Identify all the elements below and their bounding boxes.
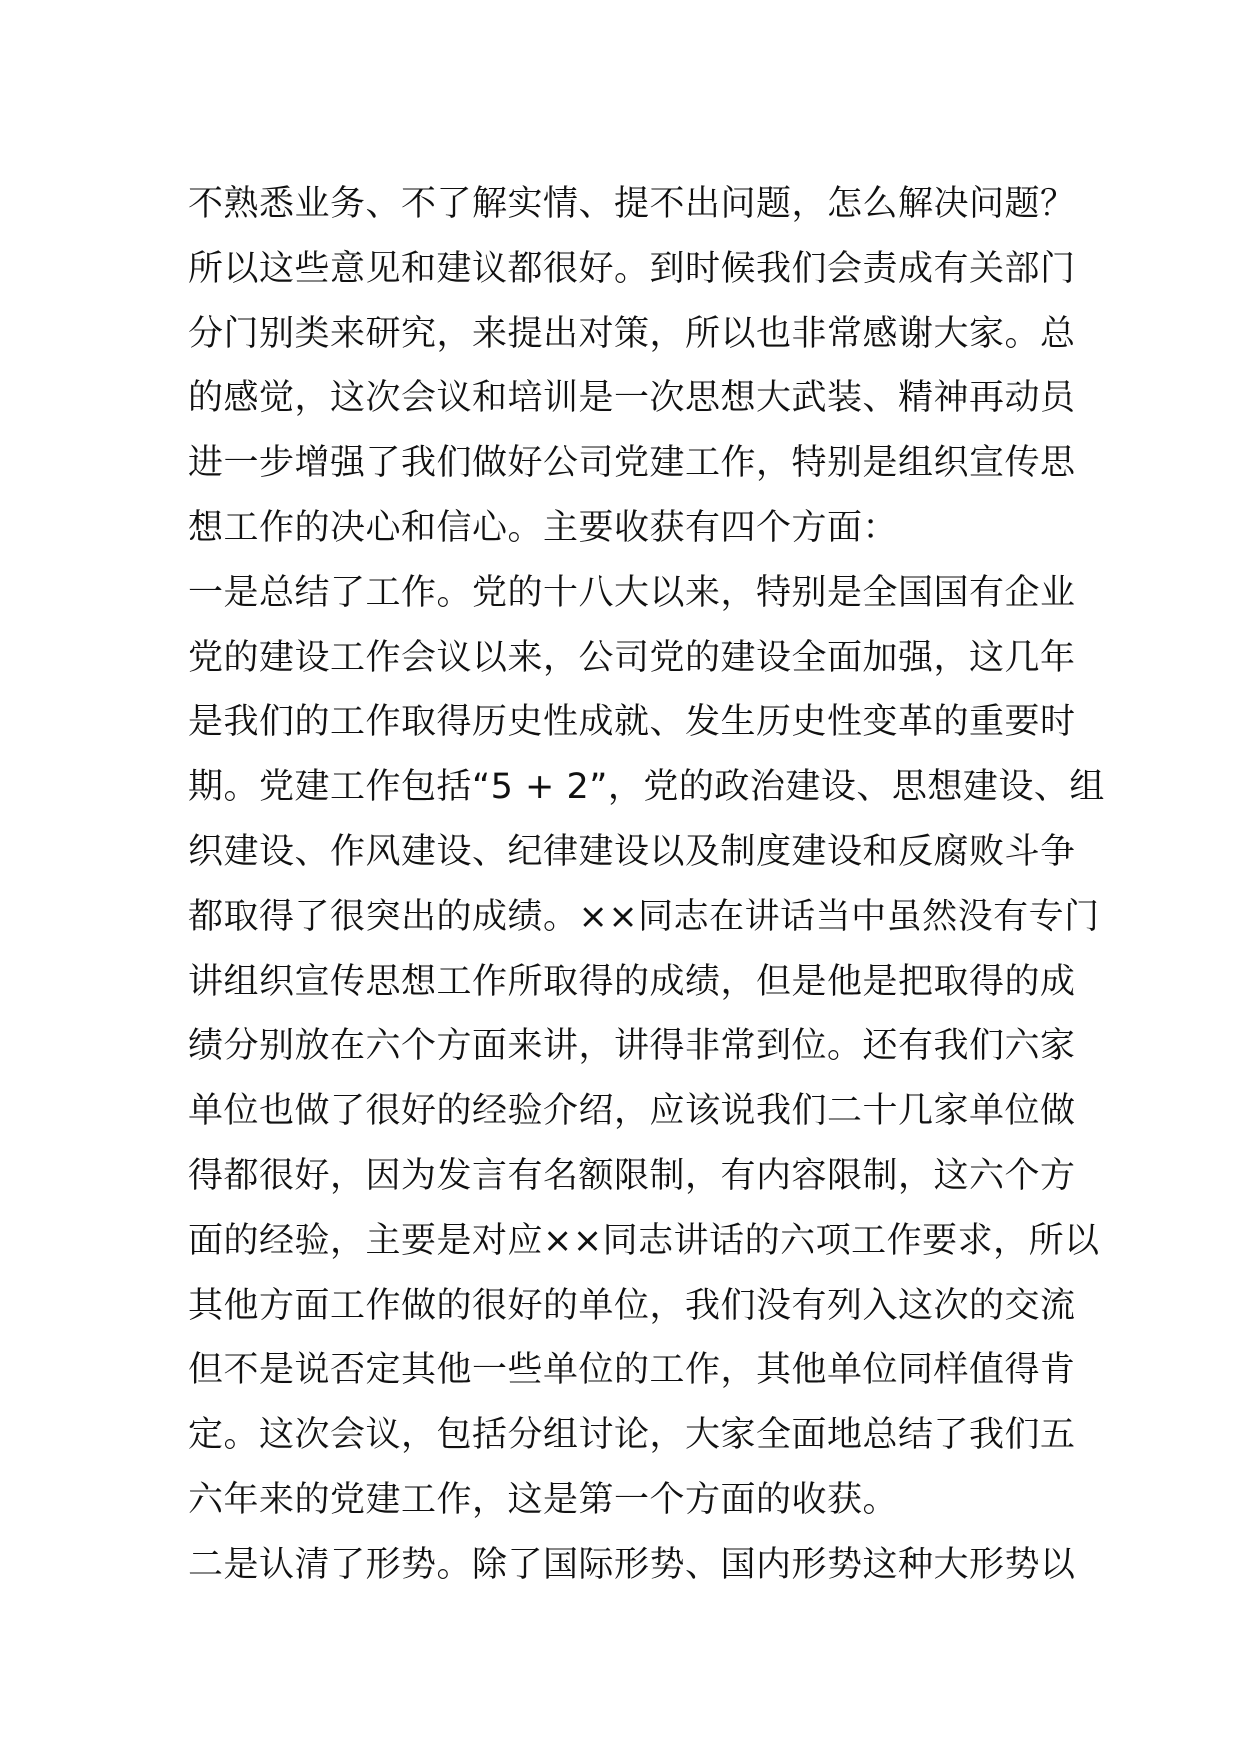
text-line: 所以这些意见和建议都很好。到时候我们会责成有关部门 — [188, 248, 1076, 289]
text-line: 织建设、作风建设、纪律建设以及制度建设和反腐败斗争 — [188, 831, 1076, 872]
body-text — [188, 172, 1105, 1598]
text-line: 绩分别放在六个方面来讲，讲得非常到位。还有我们六家 — [188, 1026, 1076, 1067]
text-line: 一是总结了工作。党的十八大以来，特别是全国国有企业 — [188, 572, 1076, 613]
text-line: 进一步增强了我们做好公司党建工作，特别是组织宣传思 — [188, 443, 1076, 484]
text-line: 其他方面工作做的很好的单位，我们没有列入这次的交流 — [188, 1285, 1076, 1326]
text-line: 都取得了很突出的成绩。××同志在讲话当中虽然没有专门 — [188, 896, 1100, 937]
text-line: 期。党建工作包括“5 + 2”，党的政治建设、思想建设、组 — [188, 767, 1105, 808]
text-line: 分门别类来研究，来提出对策，所以也非常感谢大家。总 — [188, 313, 1076, 354]
text-line: 单位也做了很好的经验介绍，应该说我们二十几家单位做 — [188, 1091, 1076, 1132]
text-line: 是我们的工作取得历史性成就、发生历史性变革的重要时 — [188, 702, 1076, 743]
text-line: 讲组织宣传思想工作所取得的成绩，但是他是把取得的成 — [188, 961, 1076, 1002]
text-line: 六年来的党建工作，这是第一个方面的收获。 — [188, 1479, 899, 1520]
text-line: 得都很好，因为发言有名额限制，有内容限制，这六个方 — [188, 1155, 1076, 1196]
text-line: 想工作的决心和信心。主要收获有四个方面： — [188, 507, 899, 548]
text-line: 的感觉，这次会议和培训是一次思想大武装、精神再动员 — [188, 378, 1076, 419]
text-line: 定。这次会议，包括分组讨论，大家全面地总结了我们五 — [188, 1415, 1076, 1456]
text-line: 党的建设工作会议以来，公司党的建设全面加强，这几年 — [188, 637, 1076, 678]
text-line: 二是认清了形势。除了国际形势、国内形势这种大形势以 — [188, 1544, 1076, 1585]
text-line: 不熟悉业务、不了解实情、提不出问题，怎么解决问题？ — [188, 184, 1076, 224]
text-line: 但不是说否定其他一些单位的工作，其他单位同样值得肯 — [188, 1350, 1076, 1391]
text-line: 面的经验，主要是对应××同志讲话的六项工作要求，所以 — [188, 1220, 1100, 1261]
